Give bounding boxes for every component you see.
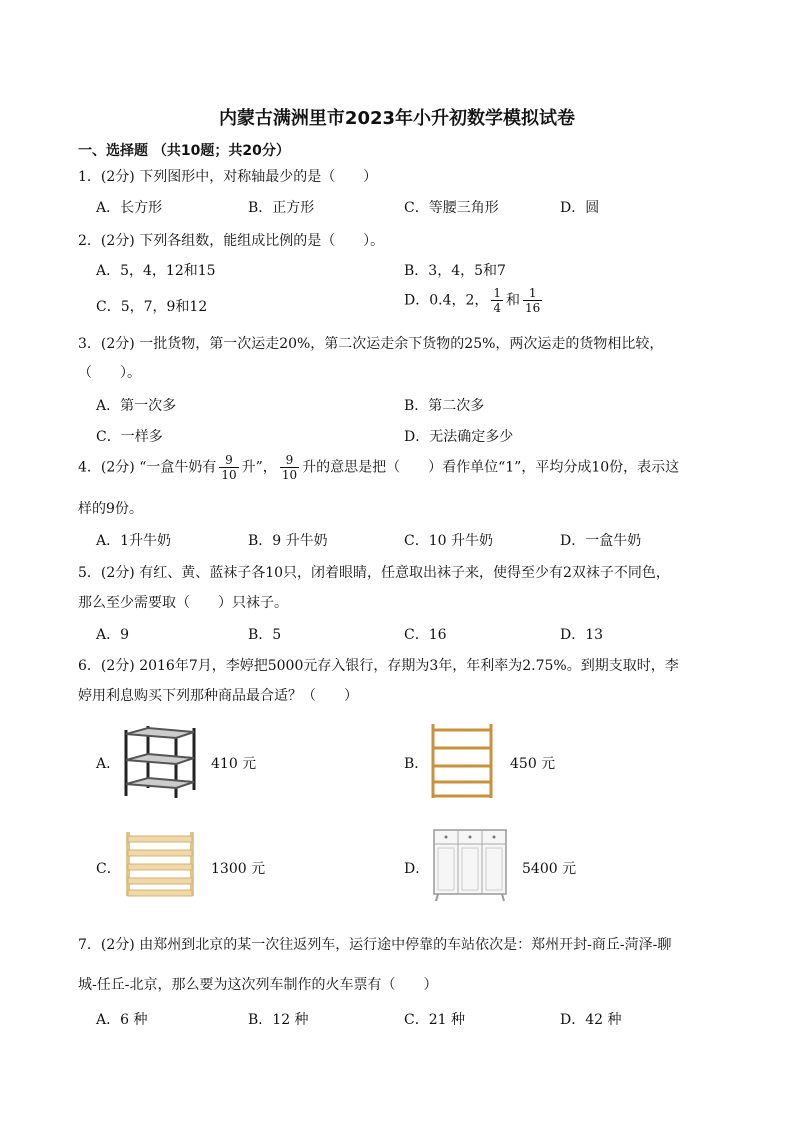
q5-option-b[interactable]: B．5 [248,627,282,643]
question-4-stem-line2: 样的9份。 [78,501,143,517]
q2-option-a[interactable]: A．5，4，12和15 [96,263,216,279]
q3-option-d[interactable]: D．无法确定多少 [404,429,514,445]
question-3-stem-line1: 3．(2分) 一批货物，第一次运走20%，第二次运走余下货物的25%，两次运走的货物相比较， [78,336,664,352]
q5-option-a[interactable]: A．9 [96,627,130,643]
q5-option-c[interactable]: C．16 [404,627,447,643]
q2-option-d-prefix: D．0.4，2， [404,292,489,309]
white-shoe-cabinet-image [430,826,510,902]
question-7-stem-line1: 7．(2分) 由郑州到北京的某一次往返列车，运行途中停靠的车站依次是：郑州开封-商丘-菏泽-聊 [78,937,672,953]
q1-option-a[interactable]: A．长方形 [96,200,163,216]
bamboo-shoe-rack-image [427,720,497,800]
q1-option-d[interactable]: D．圆 [560,200,600,216]
q6-option-a-label[interactable]: A． [96,756,121,772]
q6-option-c-price: 1300 元 [211,861,266,877]
q5-option-d[interactable]: D．13 [560,627,604,643]
question-6-stem-line2: 婷用利息购买下列那种商品最合适？（ ） [78,688,358,704]
q2-option-d-mid: 和 [506,292,521,309]
q6-option-d-price: 5400 元 [522,861,577,877]
q4-option-d[interactable]: D．一盒牛奶 [560,533,642,549]
wooden-shoe-rack-image [122,828,198,898]
q3-option-a[interactable]: A．第一次多 [96,398,177,414]
q1-option-c[interactable]: C．等腰三角形 [404,200,499,216]
section-heading: 一、选择题 （共10题；共20分） [78,143,290,159]
black-shoe-rack-image [120,722,198,800]
question-1-stem: 1．(2分) 下列图形中，对称轴最少的是（ ） [78,169,378,185]
q7-option-c[interactable]: C．21 种 [404,1012,465,1028]
q6-option-d-label[interactable]: D． [404,861,430,877]
q6-option-b-label[interactable]: B． [404,756,429,772]
question-5-stem-line1: 5．(2分) 有红、黄、蓝袜子各10只，闭着眼睛，任意取出袜子来，使得至少有2双袜子不同色， [78,565,670,581]
q3-option-b[interactable]: B．第二次多 [404,398,485,414]
question-4-stem-line1: 4．(2分) “一盒牛奶有 $\frac{9}{10}$ 升”， $\frac{9}{10}$ 升的意思是把（ ）看作单位“1”，平均分成10份，表示这 [78,453,680,482]
q6-option-b-price: 450 元 [510,756,556,772]
fraction: $\frac{9}{10}$ [281,453,298,482]
q4-option-c[interactable]: C．10 升牛奶 [404,533,493,549]
q2-option-c[interactable]: C．5，7，9和12 [96,299,208,315]
fraction: $\frac{1}{4}$ [493,286,502,315]
q6-option-c-label[interactable]: C． [96,861,121,877]
q6-option-a-price: 410 元 [211,756,257,772]
q7-option-b[interactable]: B．12 种 [248,1012,309,1028]
q7-option-d[interactable]: D．42 种 [560,1012,622,1028]
question-6-stem-line1: 6．(2分) 2016年7月，李婷把5000元存入银行，存期为3年，年利率为2.75%。到期支取时，李 [78,658,679,674]
q2-option-d[interactable] [404,286,545,315]
q3-option-c[interactable]: C．一样多 [96,429,163,445]
page-title: 内蒙古满洲里市2023年小升初数学模拟试卷 [218,108,576,129]
q4-option-a[interactable]: A．1升牛奶 [96,533,172,549]
question-5-stem-line2: 那么至少需要取（ ）只袜子。 [78,595,288,611]
question-7-stem-line2: 城-任丘-北京，那么要为这次列车制作的火车票有（ ） [78,977,438,993]
fraction: $\frac{1}{16}$ [525,286,541,315]
question-3-stem-line2: （ ）。 [78,365,141,381]
q2-option-b[interactable]: B．3，4，5和7 [404,263,506,279]
q7-option-a[interactable]: A．6 种 [96,1012,148,1028]
q4-option-b[interactable]: B．9 升牛奶 [248,533,328,549]
fraction: $\frac{9}{10}$ [221,453,237,482]
question-2-stem: 2．(2分) 下列各组数，能组成比例的是（ ）。 [78,233,385,249]
q1-option-b[interactable]: B．正方形 [248,200,315,216]
